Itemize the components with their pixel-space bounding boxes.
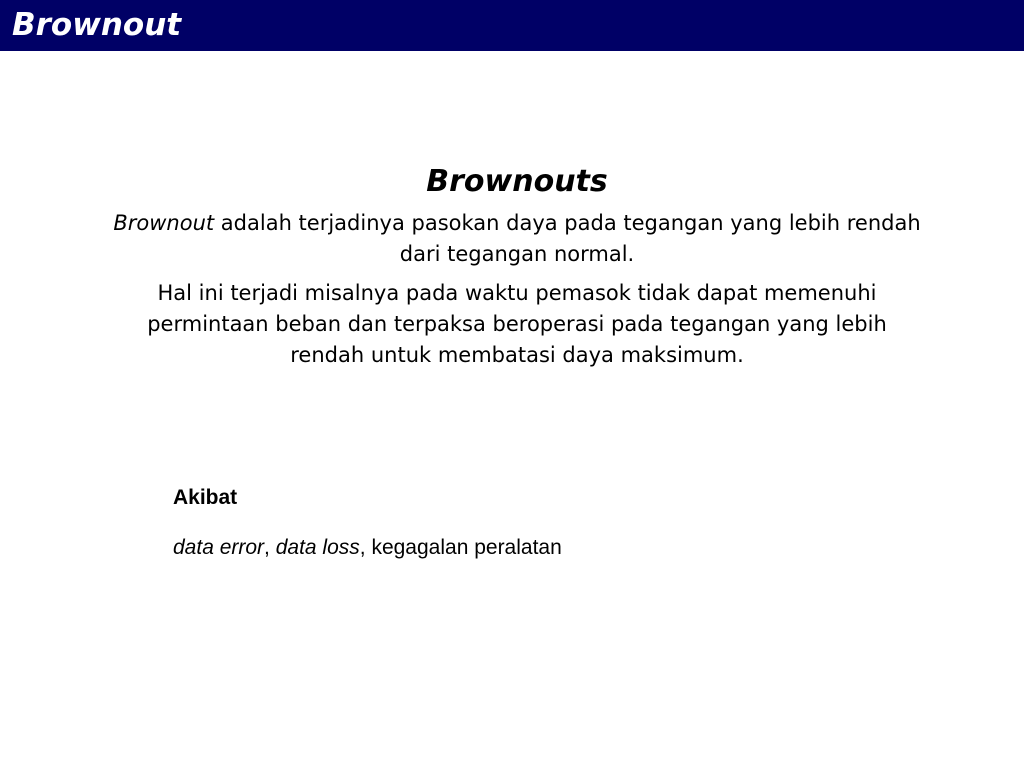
consequence-list xyxy=(173,532,873,564)
definition-text: adalah terjadinya pasokan daya pada tegangan yang lebih rendah dari tegangan normal. xyxy=(214,211,921,266)
header-bar xyxy=(0,0,1024,51)
main-content xyxy=(112,162,922,379)
consequence-label: Akibat xyxy=(173,486,238,509)
slide-title: Brownout xyxy=(12,7,182,43)
consequence-item-equipment-failure: kegagalan peralatan xyxy=(371,536,562,559)
consequence-separator: , xyxy=(359,536,372,559)
consequence-item-data-loss: data loss xyxy=(275,536,360,559)
definition-paragraph xyxy=(112,208,922,270)
consequence-block xyxy=(173,482,873,564)
consequence-item-data-error: data error xyxy=(173,536,265,559)
explanation-paragraph: Hal ini terjadi misalnya pada waktu pemasok tidak dapat memenuhi permintaan beban dan terpaksa beroperasi pada tegangan yang lebih rendah untuk membatasi daya maksimum. xyxy=(147,281,887,367)
section-heading: Brownouts xyxy=(426,164,608,199)
consequence-separator: , xyxy=(264,536,276,559)
definition-term: Brownout xyxy=(113,211,215,235)
